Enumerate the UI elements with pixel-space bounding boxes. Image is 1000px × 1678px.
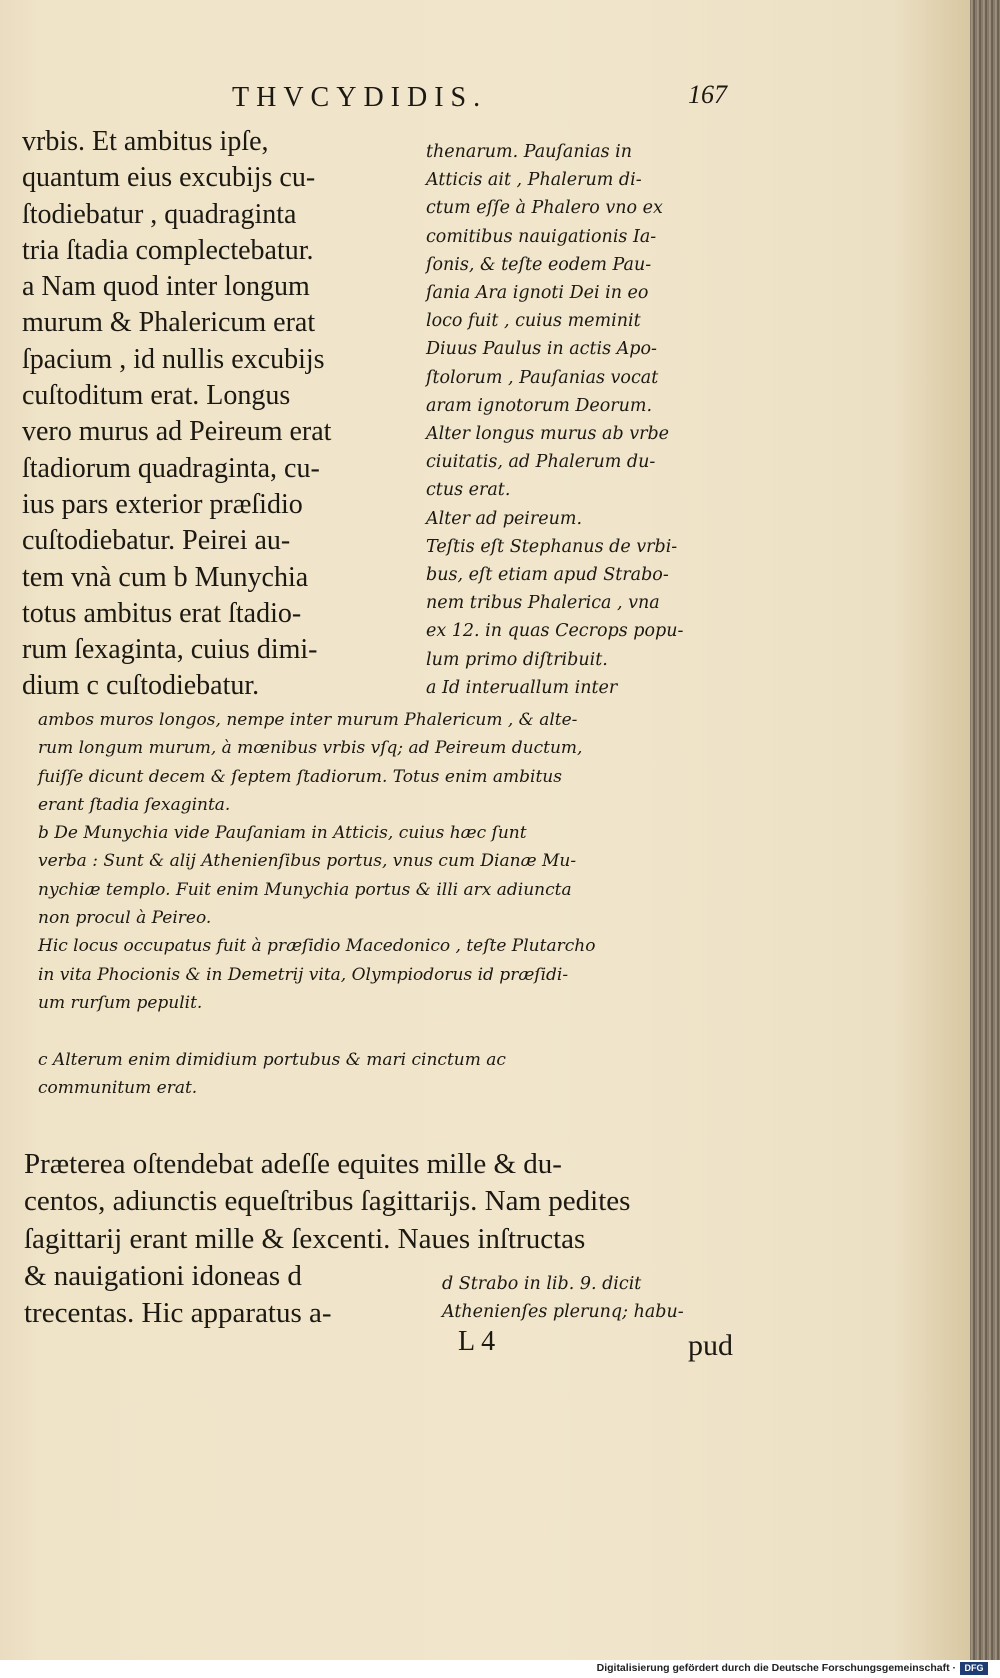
text-line: tem vnà cum b Munychia	[22, 561, 309, 593]
signature-mark: L 4	[458, 1326, 496, 1357]
note-line: a Id interuallum inter	[426, 677, 618, 698]
note-line: thenarum. Pauſanias in	[426, 142, 633, 162]
note-line: d Strabo in lib. 9. dicit	[442, 1274, 642, 1294]
note-line: in vita Phocionis & in Demetrij vita, Olympiodorus id præſidi-	[38, 964, 569, 985]
text-line: quantum eius excubijs cu-	[22, 162, 316, 194]
note-line: aram ignotorum Deorum.	[426, 395, 653, 416]
note-line: ambos muros longos, nempe inter murum Phalericum , & alte-	[38, 710, 578, 730]
text-line: dium c cuſtodiebatur.	[22, 670, 260, 702]
page-edge-stack	[970, 0, 1000, 1660]
note-line: erant ſtadia ſexaginta.	[38, 794, 231, 815]
text-line: a Nam quod inter longum	[22, 271, 310, 303]
text-line: ſpacium , id nullis excubijs	[22, 343, 325, 375]
note-line: ſania Ara ignoti Dei in eo	[426, 283, 649, 304]
note-line: Hic locus occupatus fuit à præſidio Macedonico , teſte Plutarcho	[38, 936, 596, 957]
note-line: lum primo diſtribuit.	[426, 649, 608, 670]
text-line: trecentas. Hic apparatus a-	[24, 1297, 332, 1330]
note-d-block	[442, 1270, 684, 1326]
note-line: ſtolorum , Pauſanias vocat	[426, 367, 659, 388]
note-line: ſonis, & teſte eodem Pau-	[426, 254, 652, 275]
text-line: rum ſexaginta, cuius dimi-	[22, 634, 318, 666]
note-line: Diuus Paulus in actis Apo-	[426, 339, 657, 360]
note-line: um rurſum pepulit.	[38, 992, 203, 1013]
note-line: comitibus nauigationis Ia-	[426, 226, 657, 247]
note-line	[38, 1017, 595, 1045]
note-line: verba : Sunt & alij Athenienſibus portus, vnus cum Dianæ Mu-	[38, 851, 577, 872]
text-line: vero murus ad Peireum erat	[22, 416, 332, 448]
side-notes-column	[426, 138, 683, 702]
note-line: non procul à Peireo.	[38, 908, 212, 929]
note-line: Athenienſes plerunq; habu-	[442, 1302, 684, 1323]
text-line: ſtadiorum quadraginta, cu-	[22, 452, 320, 484]
text-line: & nauigationi idoneas d	[24, 1259, 302, 1292]
note-line: ctus erat.	[426, 480, 511, 501]
text-line: cuſtoditum erat. Longus	[22, 380, 291, 412]
note-line: nychiæ templo. Fuit enim Munychia portus & illi arx adiuncta	[38, 879, 572, 900]
text-line: vrbis. Et ambitus ipſe,	[22, 126, 269, 157]
note-line: fuiſſe dicunt decem & ſeptem ſtadiorum. Totus enim ambitus	[38, 766, 562, 787]
text-line: ſtodiebatur , quadraginta	[22, 198, 297, 230]
note-line: loco fuit , cuius meminit	[426, 311, 641, 332]
text-line: centos, adiunctis equeſtribus ſagittarijs. Nam pedites	[24, 1185, 631, 1218]
note-line: rum longum murum, à mœnibus vrbis vſq; ad Peireum ductum,	[38, 738, 583, 759]
note-line: Alter longus murus ab vrbe	[426, 424, 670, 445]
text-line: murum & Phalericum erat	[22, 307, 316, 339]
note-line: Atticis ait , Phalerum di-	[426, 170, 642, 191]
running-header: THVCYDIDIS.	[232, 82, 488, 113]
wide-notes-block	[38, 706, 595, 1102]
dfg-logo: DFG	[960, 1662, 988, 1675]
note-line: ex 12. in quas Cecrops popu-	[426, 621, 684, 642]
note-line: Teſtis eſt Stephanus de vrbi-	[426, 536, 678, 557]
note-line: bus, eſt etiam apud Strabo-	[426, 565, 669, 586]
text-line: ſagittarij erant mille & ſexcenti. Naues inſtructas	[24, 1222, 586, 1255]
note-line: c Alterum enim dimidium portubus & mari cinctum ac	[38, 1049, 506, 1070]
note-line: Alter ad peireum.	[426, 508, 583, 529]
note-line: ciuitatis, ad Phalerum du-	[426, 452, 656, 473]
note-line: nem tribus Phalerica , vna	[426, 593, 660, 614]
main-body-column	[22, 124, 331, 705]
text-line: tria ſtadia complectebatur.	[22, 234, 314, 266]
text-line: Præterea oſtendebat adeſſe equites mille & du-	[24, 1148, 562, 1180]
text-line: ius pars exterior præſidio	[22, 488, 303, 520]
note-line: communitum erat.	[38, 1077, 198, 1098]
page-number: 167	[688, 80, 727, 109]
text-line: cuſtodiebatur. Peirei au-	[22, 525, 291, 557]
text-line: totus ambitus erat ſtadio-	[22, 597, 302, 629]
footer-credit: Digitalisierung gefördert durch die Deutsche Forschungsgemeinschaft ·	[596, 1662, 956, 1674]
note-line: b De Munychia vide Pauſaniam in Atticis, cuius hæc ſunt	[38, 823, 527, 844]
note-line: ctum eſſe à Phalero vno ex	[426, 198, 663, 219]
catchword: pud	[688, 1329, 733, 1362]
